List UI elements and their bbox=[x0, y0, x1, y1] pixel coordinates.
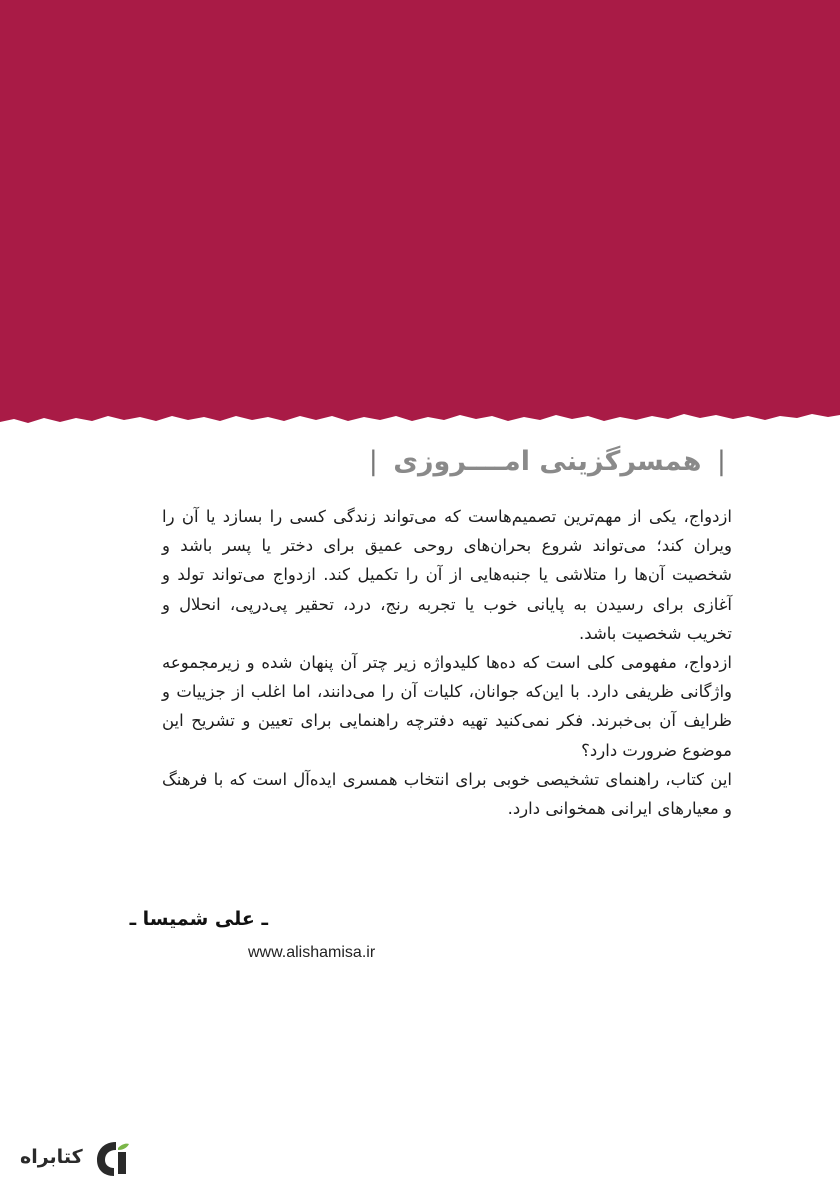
torn-paper-band bbox=[0, 0, 840, 440]
kitabrah-logo-icon bbox=[94, 1138, 130, 1178]
title-separator-end: | bbox=[368, 446, 378, 477]
cover-color-band bbox=[0, 0, 840, 440]
title-text: همسرگزینی امــــروزی bbox=[393, 446, 702, 477]
blurb-paragraph-1: ازدواج، یکی از مهم‌ترین تصمیم‌هاست که می‌تواند زندگی کسی را بسازد یا آن را ویران کند؛ می‌تواند شروع بحران‌های روحی عمیق برای دختر یا پسر باشد و شخصیت آن‌ها را متلاشی یا جنبه‌هایی از آن را تکمیل کند. ازدواج می‌تواند تولد و آغازی برای رسیدن به پایانی خوب یا تجربه رنج، درد، تحقیر پی‌درپی، انحلال و تخریب شخصیت باشد. bbox=[162, 507, 732, 643]
author-name: ـ علی شمیسا ـ bbox=[129, 908, 268, 930]
blurb-paragraph-3: این کتاب، راهنمای تشخیصی خوبی برای انتخاب همسری ایده‌آل است که با فرهنگ و معیارهای ایرانی همخوانی دارد. bbox=[162, 769, 732, 819]
author-website: www.alishamisa.ir bbox=[248, 944, 376, 961]
blurb-paragraph-2: ازدواج، مفهومی کلی است که ده‌ها کلیدواژه زیر چتر آن پنهان شده و زیرمجموعه واژگانی ظریفی دارد. با این‌که جوانان، کلیات آن را می‌دانند، اما اغلب از جزییات و ظرایف آن بی‌خبرند. فکر نمی‌کنید تهیه دفترچه راهنمایی برای تعیین و تشریح این موضوع ضرورت دارد؟ bbox=[162, 653, 732, 760]
book-subtitle bbox=[363, 446, 732, 477]
kitabrah-logo bbox=[20, 1138, 130, 1184]
title-separator: | bbox=[716, 446, 726, 477]
back-cover-blurb bbox=[162, 502, 732, 823]
logo-text: کتابراه bbox=[20, 1146, 83, 1168]
